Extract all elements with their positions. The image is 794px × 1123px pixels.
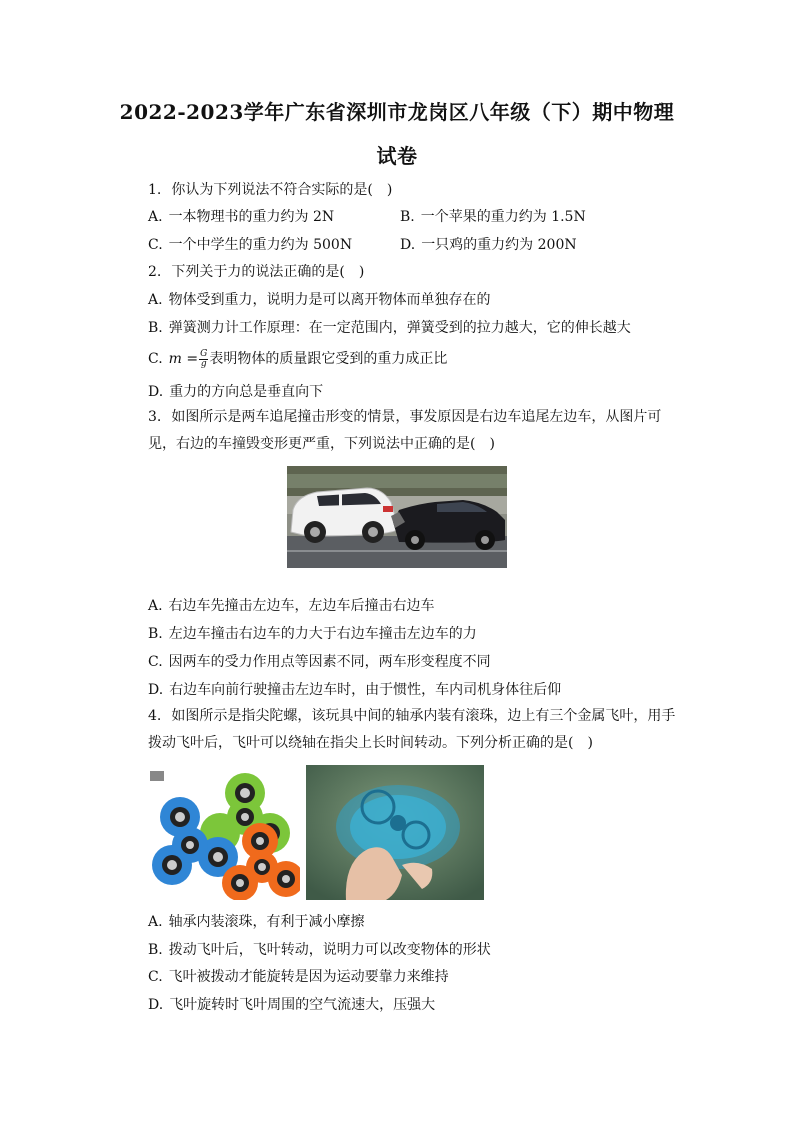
- car-collision-image: [287, 466, 507, 568]
- q1-number: 1.: [148, 182, 162, 198]
- q3-stem: [148, 404, 678, 458]
- q2-option-d: D. 重力的方向总是垂直向下: [148, 384, 324, 400]
- q2-option-c: C. m = $\frac{G}{g}$ 表明物体的质量跟它受到的重力成正比: [148, 348, 448, 369]
- black-car: [391, 500, 505, 550]
- q2-stem-text: 下列关于力的说法正确的是( ): [171, 264, 365, 280]
- blue-spinner: [152, 797, 238, 885]
- q2-number: 2.: [148, 264, 162, 280]
- q4-option-a: A. 轴承内装滚珠，有利于减小摩擦: [148, 914, 365, 930]
- q2-stem: [148, 262, 364, 282]
- q2-option-a: A. 物体受到重力，说明力是可以离开物体而单独存在的: [148, 292, 491, 308]
- q3-stem-text: 如图所示是两车追尾撞击形变的情景，事发原因是右边车追尾左边车，从图片可见，右边的车撞毁变形更严重，下列说法中正确的是( ): [148, 409, 662, 452]
- q1-option-d: D. 一只鸡的重力约为 200N: [400, 237, 577, 253]
- q2-option-b: B. 弹簧测力计工作原理：在一定范围内，弹簧受到的拉力越大，它的伸长越大: [148, 320, 631, 336]
- q4-option-c: C. 飞叶被拨动才能旋转是因为运动要靠力来维持: [148, 969, 449, 985]
- spinner-in-hand-image: [306, 765, 484, 900]
- q3-option-b: B. 左边车撞击右边车的力大于右边车撞击左边车的力: [148, 626, 477, 642]
- q4-stem: [148, 703, 678, 757]
- q1-option-c: C. 一个中学生的重力约为 500N: [148, 237, 353, 253]
- q3-number: 3.: [148, 409, 162, 425]
- q1-option-a: A. 一本物理书的重力约为 2N: [148, 209, 335, 225]
- q1-stem: [148, 180, 392, 200]
- fidget-spinners-image: [150, 765, 300, 900]
- white-car: [291, 488, 397, 543]
- q3-option-d: D. 右边车向前行驶撞击左边车时，由于惯性，车内司机身体往后仰: [148, 682, 562, 698]
- exam-title-line2: 试卷: [376, 144, 418, 168]
- q1-option-b: B. 一个苹果的重力约为 1.5N: [400, 209, 586, 225]
- q4-option-b: B. 拨动飞叶后，飞叶转动，说明力可以改变物体的形状: [148, 942, 491, 958]
- q3-option-a: A. 右边车先撞击左边车，左边车后撞击右边车: [148, 598, 435, 614]
- q1-stem-text: 你认为下列说法不符合实际的是( ): [171, 182, 393, 198]
- q4-stem-text: 如图所示是指尖陀螺，该玩具中间的轴承内装有滚珠，边上有三个金属飞叶，用手拨动飞叶后，飞叶可以绕轴在指尖上长时间转动。下列分析正确的是( ): [148, 708, 676, 751]
- q3-option-c: C. 因两车的受力作用点等因素不同，两车形变程度不同: [148, 654, 491, 670]
- exam-title-line1: 2022-2023学年广东省深圳市龙岗区八年级（下）期中物理: [119, 100, 675, 124]
- q4-option-d: D. 飞叶旋转时飞叶周围的空气流速大，压强大: [148, 997, 436, 1013]
- formula-lhs: m =: [168, 351, 199, 367]
- formula-fraction: $\frac{G}{g}$: [200, 348, 208, 369]
- q4-number: 4.: [148, 708, 162, 724]
